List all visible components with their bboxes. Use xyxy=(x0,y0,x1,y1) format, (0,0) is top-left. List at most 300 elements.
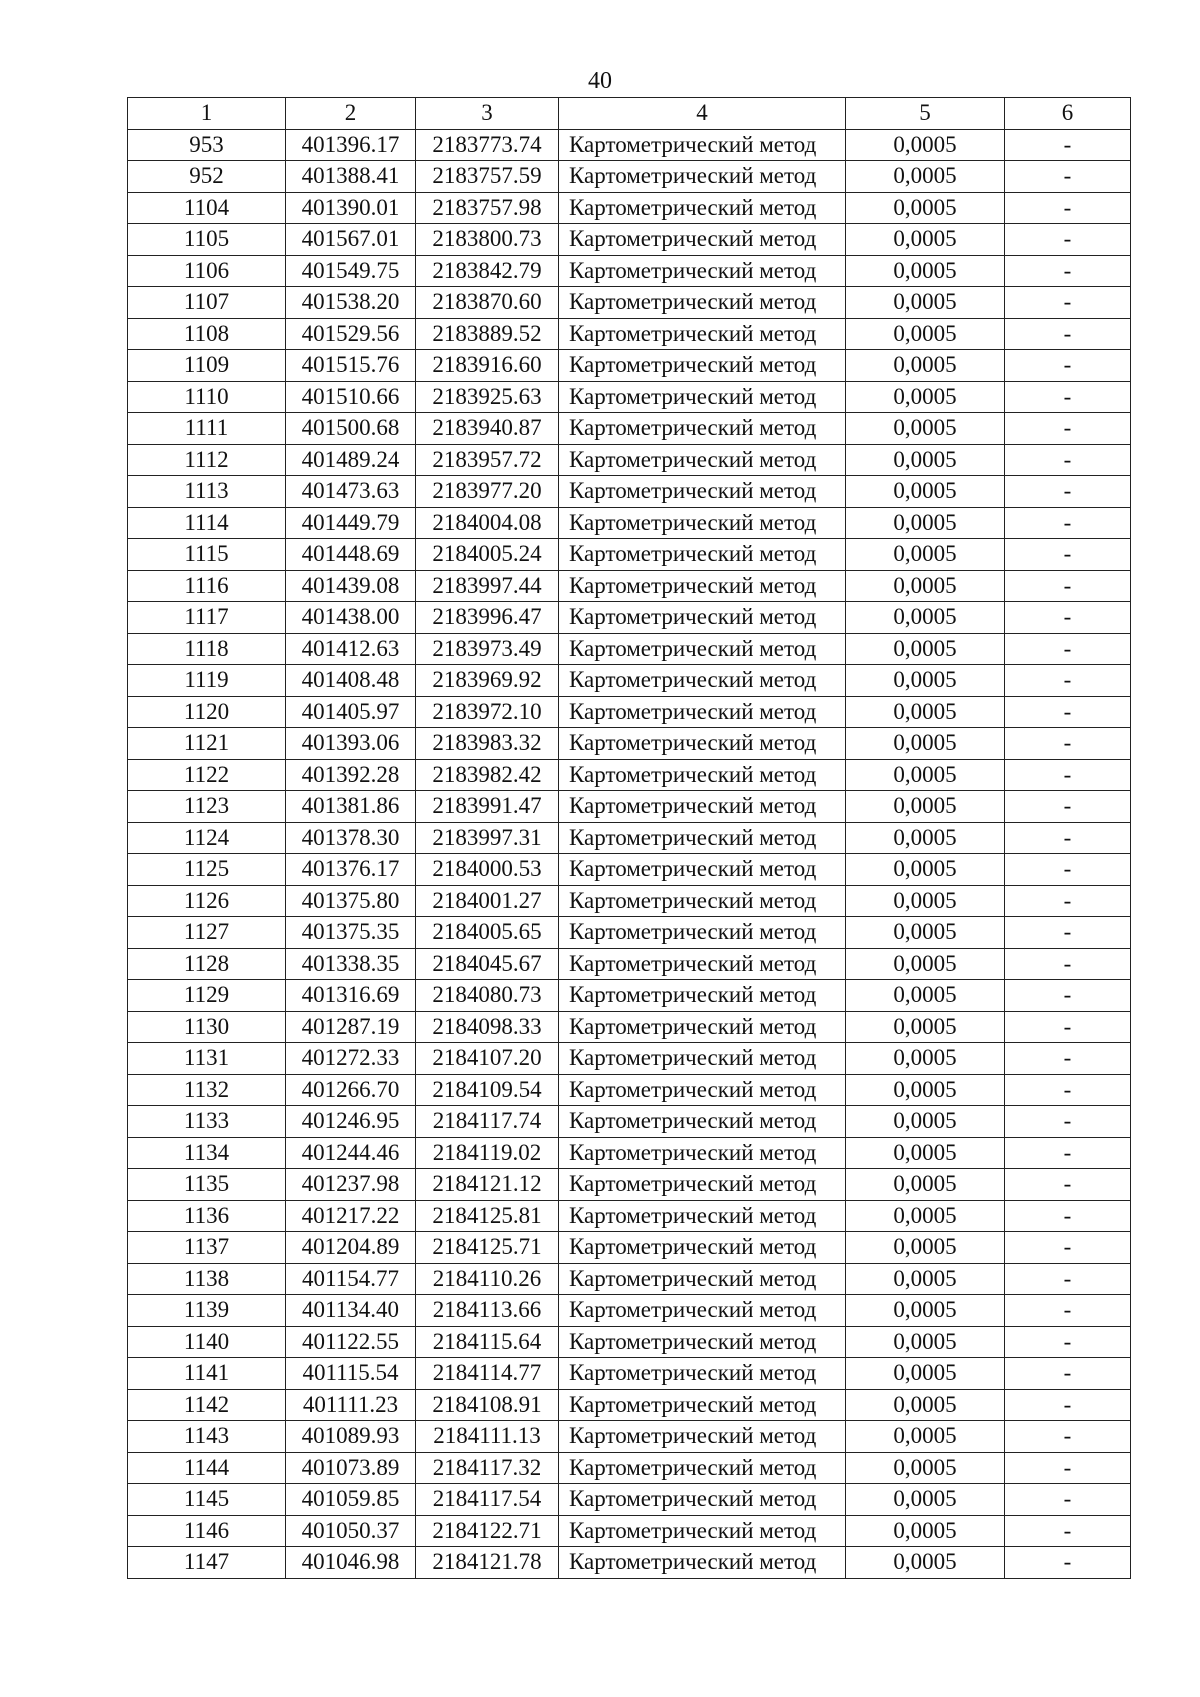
method-cell: Картометрический метод xyxy=(559,1421,846,1453)
point-number-cell: 1129 xyxy=(128,980,286,1012)
point-number-cell: 1141 xyxy=(128,1358,286,1390)
header-row xyxy=(128,98,1131,130)
accuracy-cell: 0,0005 xyxy=(846,665,1005,697)
description-cell: - xyxy=(1005,1295,1131,1327)
y-coordinate-cell: 2184001.27 xyxy=(416,885,559,917)
description-cell: - xyxy=(1005,1326,1131,1358)
table-row xyxy=(128,476,1131,508)
point-number-cell: 1144 xyxy=(128,1452,286,1484)
method-cell: Картометрический метод xyxy=(559,917,846,949)
x-coordinate-cell: 401412.63 xyxy=(286,633,416,665)
method-cell: Картометрический метод xyxy=(559,539,846,571)
y-coordinate-cell: 2183940.87 xyxy=(416,413,559,445)
method-cell: Картометрический метод xyxy=(559,224,846,256)
x-coordinate-cell: 401154.77 xyxy=(286,1263,416,1295)
method-cell: Картометрический метод xyxy=(559,1074,846,1106)
description-cell: - xyxy=(1005,318,1131,350)
point-number-cell: 1146 xyxy=(128,1515,286,1547)
method-cell: Картометрический метод xyxy=(559,476,846,508)
x-coordinate-cell: 401237.98 xyxy=(286,1169,416,1201)
y-coordinate-cell: 2184125.71 xyxy=(416,1232,559,1264)
point-number-cell: 1118 xyxy=(128,633,286,665)
point-number-cell: 1120 xyxy=(128,696,286,728)
point-number-cell: 1147 xyxy=(128,1547,286,1579)
accuracy-cell: 0,0005 xyxy=(846,1295,1005,1327)
table-row xyxy=(128,255,1131,287)
description-cell: - xyxy=(1005,822,1131,854)
y-coordinate-cell: 2184108.91 xyxy=(416,1389,559,1421)
y-coordinate-cell: 2184113.66 xyxy=(416,1295,559,1327)
method-cell: Картометрический метод xyxy=(559,570,846,602)
accuracy-cell: 0,0005 xyxy=(846,1169,1005,1201)
accuracy-cell: 0,0005 xyxy=(846,1232,1005,1264)
table-row xyxy=(128,1232,1131,1264)
accuracy-cell: 0,0005 xyxy=(846,1484,1005,1516)
accuracy-cell: 0,0005 xyxy=(846,917,1005,949)
x-coordinate-cell: 401438.00 xyxy=(286,602,416,634)
description-cell: - xyxy=(1005,1389,1131,1421)
y-coordinate-cell: 2183982.42 xyxy=(416,759,559,791)
x-coordinate-cell: 401510.66 xyxy=(286,381,416,413)
method-cell: Картометрический метод xyxy=(559,381,846,413)
x-coordinate-cell: 401246.95 xyxy=(286,1106,416,1138)
method-cell: Картометрический метод xyxy=(559,854,846,886)
method-cell: Картометрический метод xyxy=(559,1295,846,1327)
description-cell: - xyxy=(1005,1484,1131,1516)
description-cell: - xyxy=(1005,413,1131,445)
table-row xyxy=(128,1043,1131,1075)
description-cell: - xyxy=(1005,570,1131,602)
coordinates-table xyxy=(127,97,1131,1579)
x-coordinate-cell: 401549.75 xyxy=(286,255,416,287)
y-coordinate-cell: 2183983.32 xyxy=(416,728,559,760)
y-coordinate-cell: 2183889.52 xyxy=(416,318,559,350)
x-coordinate-cell: 401338.35 xyxy=(286,948,416,980)
method-cell: Картометрический метод xyxy=(559,1515,846,1547)
description-cell: - xyxy=(1005,129,1131,161)
accuracy-cell: 0,0005 xyxy=(846,791,1005,823)
method-cell: Картометрический метод xyxy=(559,1358,846,1390)
accuracy-cell: 0,0005 xyxy=(846,476,1005,508)
description-cell: - xyxy=(1005,633,1131,665)
y-coordinate-cell: 2184005.65 xyxy=(416,917,559,949)
method-cell: Картометрический метод xyxy=(559,602,846,634)
point-number-cell: 1131 xyxy=(128,1043,286,1075)
accuracy-cell: 0,0005 xyxy=(846,948,1005,980)
description-cell: - xyxy=(1005,791,1131,823)
point-number-cell: 1110 xyxy=(128,381,286,413)
point-number-cell: 1135 xyxy=(128,1169,286,1201)
table-row xyxy=(128,1263,1131,1295)
point-number-cell: 1115 xyxy=(128,539,286,571)
table-row xyxy=(128,728,1131,760)
point-number-cell: 1114 xyxy=(128,507,286,539)
y-coordinate-cell: 2183870.60 xyxy=(416,287,559,319)
accuracy-cell: 0,0005 xyxy=(846,1137,1005,1169)
table-row xyxy=(128,444,1131,476)
accuracy-cell: 0,0005 xyxy=(846,980,1005,1012)
x-coordinate-cell: 401567.01 xyxy=(286,224,416,256)
description-cell: - xyxy=(1005,696,1131,728)
method-cell: Картометрический метод xyxy=(559,129,846,161)
y-coordinate-cell: 2183997.31 xyxy=(416,822,559,854)
y-coordinate-cell: 2184004.08 xyxy=(416,507,559,539)
table-row xyxy=(128,507,1131,539)
y-coordinate-cell: 2184115.64 xyxy=(416,1326,559,1358)
point-number-cell: 1117 xyxy=(128,602,286,634)
table-row xyxy=(128,1515,1131,1547)
x-coordinate-cell: 401204.89 xyxy=(286,1232,416,1264)
description-cell: - xyxy=(1005,1232,1131,1264)
description-cell: - xyxy=(1005,602,1131,634)
table-row xyxy=(128,1326,1131,1358)
accuracy-cell: 0,0005 xyxy=(846,633,1005,665)
method-cell: Картометрический метод xyxy=(559,1232,846,1264)
y-coordinate-cell: 2183757.98 xyxy=(416,192,559,224)
method-cell: Картометрический метод xyxy=(559,1011,846,1043)
table-row xyxy=(128,1169,1131,1201)
point-number-cell: 952 xyxy=(128,161,286,193)
y-coordinate-cell: 2184117.32 xyxy=(416,1452,559,1484)
header-cell-accuracy: 5 xyxy=(846,98,1005,130)
table-row xyxy=(128,350,1131,382)
point-number-cell: 1111 xyxy=(128,413,286,445)
table-row xyxy=(128,413,1131,445)
accuracy-cell: 0,0005 xyxy=(846,1515,1005,1547)
table-row xyxy=(128,318,1131,350)
point-number-cell: 1133 xyxy=(128,1106,286,1138)
description-cell: - xyxy=(1005,1043,1131,1075)
description-cell: - xyxy=(1005,476,1131,508)
header-cell-point-number: 1 xyxy=(128,98,286,130)
y-coordinate-cell: 2183800.73 xyxy=(416,224,559,256)
table-row xyxy=(128,381,1131,413)
y-coordinate-cell: 2184117.54 xyxy=(416,1484,559,1516)
header-cell-x-coordinate: 2 xyxy=(286,98,416,130)
method-cell: Картометрический метод xyxy=(559,1106,846,1138)
accuracy-cell: 0,0005 xyxy=(846,696,1005,728)
method-cell: Картометрический метод xyxy=(559,728,846,760)
method-cell: Картометрический метод xyxy=(559,255,846,287)
point-number-cell: 1116 xyxy=(128,570,286,602)
table-row xyxy=(128,570,1131,602)
x-coordinate-cell: 401500.68 xyxy=(286,413,416,445)
point-number-cell: 1123 xyxy=(128,791,286,823)
accuracy-cell: 0,0005 xyxy=(846,1452,1005,1484)
description-cell: - xyxy=(1005,1074,1131,1106)
accuracy-cell: 0,0005 xyxy=(846,1074,1005,1106)
table-row xyxy=(128,1106,1131,1138)
point-number-cell: 1138 xyxy=(128,1263,286,1295)
point-number-cell: 1113 xyxy=(128,476,286,508)
x-coordinate-cell: 401376.17 xyxy=(286,854,416,886)
y-coordinate-cell: 2183991.47 xyxy=(416,791,559,823)
description-cell: - xyxy=(1005,1358,1131,1390)
method-cell: Картометрический метод xyxy=(559,696,846,728)
x-coordinate-cell: 401050.37 xyxy=(286,1515,416,1547)
description-cell: - xyxy=(1005,1137,1131,1169)
description-cell: - xyxy=(1005,161,1131,193)
table-row xyxy=(128,1137,1131,1169)
accuracy-cell: 0,0005 xyxy=(846,444,1005,476)
point-number-cell: 1128 xyxy=(128,948,286,980)
accuracy-cell: 0,0005 xyxy=(846,192,1005,224)
method-cell: Картометрический метод xyxy=(559,948,846,980)
accuracy-cell: 0,0005 xyxy=(846,822,1005,854)
point-number-cell: 1145 xyxy=(128,1484,286,1516)
accuracy-cell: 0,0005 xyxy=(846,1547,1005,1579)
x-coordinate-cell: 401266.70 xyxy=(286,1074,416,1106)
method-cell: Картометрический метод xyxy=(559,885,846,917)
table-row xyxy=(128,1484,1131,1516)
description-cell: - xyxy=(1005,1515,1131,1547)
x-coordinate-cell: 401449.79 xyxy=(286,507,416,539)
method-cell: Картометрический метод xyxy=(559,350,846,382)
x-coordinate-cell: 401381.86 xyxy=(286,791,416,823)
table-row xyxy=(128,539,1131,571)
x-coordinate-cell: 401388.41 xyxy=(286,161,416,193)
y-coordinate-cell: 2184114.77 xyxy=(416,1358,559,1390)
table-row xyxy=(128,948,1131,980)
x-coordinate-cell: 401448.69 xyxy=(286,539,416,571)
table-row xyxy=(128,1011,1131,1043)
method-cell: Картометрический метод xyxy=(559,759,846,791)
table-row xyxy=(128,192,1131,224)
description-cell: - xyxy=(1005,287,1131,319)
y-coordinate-cell: 2184000.53 xyxy=(416,854,559,886)
x-coordinate-cell: 401396.17 xyxy=(286,129,416,161)
y-coordinate-cell: 2184125.81 xyxy=(416,1200,559,1232)
point-number-cell: 1143 xyxy=(128,1421,286,1453)
method-cell: Картометрический метод xyxy=(559,444,846,476)
method-cell: Картометрический метод xyxy=(559,791,846,823)
y-coordinate-cell: 2183957.72 xyxy=(416,444,559,476)
table-row xyxy=(128,224,1131,256)
x-coordinate-cell: 401217.22 xyxy=(286,1200,416,1232)
description-cell: - xyxy=(1005,917,1131,949)
y-coordinate-cell: 2183842.79 xyxy=(416,255,559,287)
accuracy-cell: 0,0005 xyxy=(846,381,1005,413)
method-cell: Картометрический метод xyxy=(559,1326,846,1358)
x-coordinate-cell: 401115.54 xyxy=(286,1358,416,1390)
accuracy-cell: 0,0005 xyxy=(846,1326,1005,1358)
accuracy-cell: 0,0005 xyxy=(846,507,1005,539)
point-number-cell: 1139 xyxy=(128,1295,286,1327)
method-cell: Картометрический метод xyxy=(559,1389,846,1421)
description-cell: - xyxy=(1005,224,1131,256)
point-number-cell: 1134 xyxy=(128,1137,286,1169)
point-number-cell: 1125 xyxy=(128,854,286,886)
table-row xyxy=(128,633,1131,665)
x-coordinate-cell: 401375.35 xyxy=(286,917,416,949)
accuracy-cell: 0,0005 xyxy=(846,1043,1005,1075)
method-cell: Картометрический метод xyxy=(559,822,846,854)
method-cell: Картометрический метод xyxy=(559,1547,846,1579)
method-cell: Картометрический метод xyxy=(559,1137,846,1169)
point-number-cell: 1105 xyxy=(128,224,286,256)
x-coordinate-cell: 401405.97 xyxy=(286,696,416,728)
x-coordinate-cell: 401393.06 xyxy=(286,728,416,760)
x-coordinate-cell: 401390.01 xyxy=(286,192,416,224)
y-coordinate-cell: 2183925.63 xyxy=(416,381,559,413)
y-coordinate-cell: 2183997.44 xyxy=(416,570,559,602)
description-cell: - xyxy=(1005,1106,1131,1138)
method-cell: Картометрический метод xyxy=(559,161,846,193)
method-cell: Картометрический метод xyxy=(559,665,846,697)
point-number-cell: 1132 xyxy=(128,1074,286,1106)
y-coordinate-cell: 2184122.71 xyxy=(416,1515,559,1547)
table-header xyxy=(128,98,1131,130)
y-coordinate-cell: 2183916.60 xyxy=(416,350,559,382)
y-coordinate-cell: 2184005.24 xyxy=(416,539,559,571)
description-cell: - xyxy=(1005,1011,1131,1043)
accuracy-cell: 0,0005 xyxy=(846,255,1005,287)
point-number-cell: 1107 xyxy=(128,287,286,319)
description-cell: - xyxy=(1005,1452,1131,1484)
method-cell: Картометрический метод xyxy=(559,1043,846,1075)
table-row xyxy=(128,161,1131,193)
method-cell: Картометрический метод xyxy=(559,1484,846,1516)
y-coordinate-cell: 2184119.02 xyxy=(416,1137,559,1169)
description-cell: - xyxy=(1005,665,1131,697)
description-cell: - xyxy=(1005,255,1131,287)
description-cell: - xyxy=(1005,192,1131,224)
y-coordinate-cell: 2184107.20 xyxy=(416,1043,559,1075)
description-cell: - xyxy=(1005,1200,1131,1232)
x-coordinate-cell: 401134.40 xyxy=(286,1295,416,1327)
description-cell: - xyxy=(1005,885,1131,917)
y-coordinate-cell: 2183757.59 xyxy=(416,161,559,193)
y-coordinate-cell: 2184121.78 xyxy=(416,1547,559,1579)
description-cell: - xyxy=(1005,1421,1131,1453)
y-coordinate-cell: 2184045.67 xyxy=(416,948,559,980)
method-cell: Картометрический метод xyxy=(559,1200,846,1232)
accuracy-cell: 0,0005 xyxy=(846,350,1005,382)
point-number-cell: 1112 xyxy=(128,444,286,476)
table-row xyxy=(128,791,1131,823)
y-coordinate-cell: 2183969.92 xyxy=(416,665,559,697)
method-cell: Картометрический метод xyxy=(559,633,846,665)
accuracy-cell: 0,0005 xyxy=(846,539,1005,571)
header-cell-method: 4 xyxy=(559,98,846,130)
point-number-cell: 1124 xyxy=(128,822,286,854)
y-coordinate-cell: 2184098.33 xyxy=(416,1011,559,1043)
point-number-cell: 1137 xyxy=(128,1232,286,1264)
method-cell: Картометрический метод xyxy=(559,1169,846,1201)
accuracy-cell: 0,0005 xyxy=(846,318,1005,350)
table-row xyxy=(128,696,1131,728)
table-row xyxy=(128,665,1131,697)
x-coordinate-cell: 401473.63 xyxy=(286,476,416,508)
y-coordinate-cell: 2183977.20 xyxy=(416,476,559,508)
table-row xyxy=(128,602,1131,634)
x-coordinate-cell: 401059.85 xyxy=(286,1484,416,1516)
accuracy-cell: 0,0005 xyxy=(846,602,1005,634)
point-number-cell: 1140 xyxy=(128,1326,286,1358)
table-row xyxy=(128,980,1131,1012)
x-coordinate-cell: 401244.46 xyxy=(286,1137,416,1169)
accuracy-cell: 0,0005 xyxy=(846,759,1005,791)
x-coordinate-cell: 401378.30 xyxy=(286,822,416,854)
table-row xyxy=(128,759,1131,791)
accuracy-cell: 0,0005 xyxy=(846,728,1005,760)
table-row xyxy=(128,917,1131,949)
x-coordinate-cell: 401408.48 xyxy=(286,665,416,697)
description-cell: - xyxy=(1005,444,1131,476)
y-coordinate-cell: 2184109.54 xyxy=(416,1074,559,1106)
table-row xyxy=(128,854,1131,886)
description-cell: - xyxy=(1005,980,1131,1012)
accuracy-cell: 0,0005 xyxy=(846,1106,1005,1138)
accuracy-cell: 0,0005 xyxy=(846,854,1005,886)
description-cell: - xyxy=(1005,728,1131,760)
accuracy-cell: 0,0005 xyxy=(846,413,1005,445)
method-cell: Картометрический метод xyxy=(559,318,846,350)
x-coordinate-cell: 401538.20 xyxy=(286,287,416,319)
x-coordinate-cell: 401089.93 xyxy=(286,1421,416,1453)
point-number-cell: 1119 xyxy=(128,665,286,697)
description-cell: - xyxy=(1005,350,1131,382)
table-body xyxy=(128,129,1131,1578)
x-coordinate-cell: 401375.80 xyxy=(286,885,416,917)
accuracy-cell: 0,0005 xyxy=(846,224,1005,256)
method-cell: Картометрический метод xyxy=(559,1263,846,1295)
y-coordinate-cell: 2184111.13 xyxy=(416,1421,559,1453)
x-coordinate-cell: 401122.55 xyxy=(286,1326,416,1358)
description-cell: - xyxy=(1005,381,1131,413)
accuracy-cell: 0,0005 xyxy=(846,161,1005,193)
accuracy-cell: 0,0005 xyxy=(846,1358,1005,1390)
point-number-cell: 1121 xyxy=(128,728,286,760)
accuracy-cell: 0,0005 xyxy=(846,129,1005,161)
table-row xyxy=(128,1547,1131,1579)
accuracy-cell: 0,0005 xyxy=(846,1263,1005,1295)
x-coordinate-cell: 401515.76 xyxy=(286,350,416,382)
method-cell: Картометрический метод xyxy=(559,192,846,224)
x-coordinate-cell: 401111.23 xyxy=(286,1389,416,1421)
point-number-cell: 1127 xyxy=(128,917,286,949)
page-number: 40 xyxy=(588,68,612,94)
y-coordinate-cell: 2184080.73 xyxy=(416,980,559,1012)
method-cell: Картометрический метод xyxy=(559,980,846,1012)
method-cell: Картометрический метод xyxy=(559,287,846,319)
y-coordinate-cell: 2183972.10 xyxy=(416,696,559,728)
table-row xyxy=(128,1389,1131,1421)
point-number-cell: 1109 xyxy=(128,350,286,382)
point-number-cell: 1142 xyxy=(128,1389,286,1421)
table-row xyxy=(128,1452,1131,1484)
table-row xyxy=(128,1295,1131,1327)
description-cell: - xyxy=(1005,1547,1131,1579)
accuracy-cell: 0,0005 xyxy=(846,1011,1005,1043)
x-coordinate-cell: 401046.98 xyxy=(286,1547,416,1579)
y-coordinate-cell: 2184110.26 xyxy=(416,1263,559,1295)
table-row xyxy=(128,885,1131,917)
point-number-cell: 1104 xyxy=(128,192,286,224)
accuracy-cell: 0,0005 xyxy=(846,885,1005,917)
description-cell: - xyxy=(1005,507,1131,539)
x-coordinate-cell: 401489.24 xyxy=(286,444,416,476)
point-number-cell: 1122 xyxy=(128,759,286,791)
header-cell-y-coordinate: 3 xyxy=(416,98,559,130)
point-number-cell: 1130 xyxy=(128,1011,286,1043)
x-coordinate-cell: 401316.69 xyxy=(286,980,416,1012)
x-coordinate-cell: 401439.08 xyxy=(286,570,416,602)
y-coordinate-cell: 2183973.49 xyxy=(416,633,559,665)
y-coordinate-cell: 2183996.47 xyxy=(416,602,559,634)
description-cell: - xyxy=(1005,759,1131,791)
x-coordinate-cell: 401287.19 xyxy=(286,1011,416,1043)
